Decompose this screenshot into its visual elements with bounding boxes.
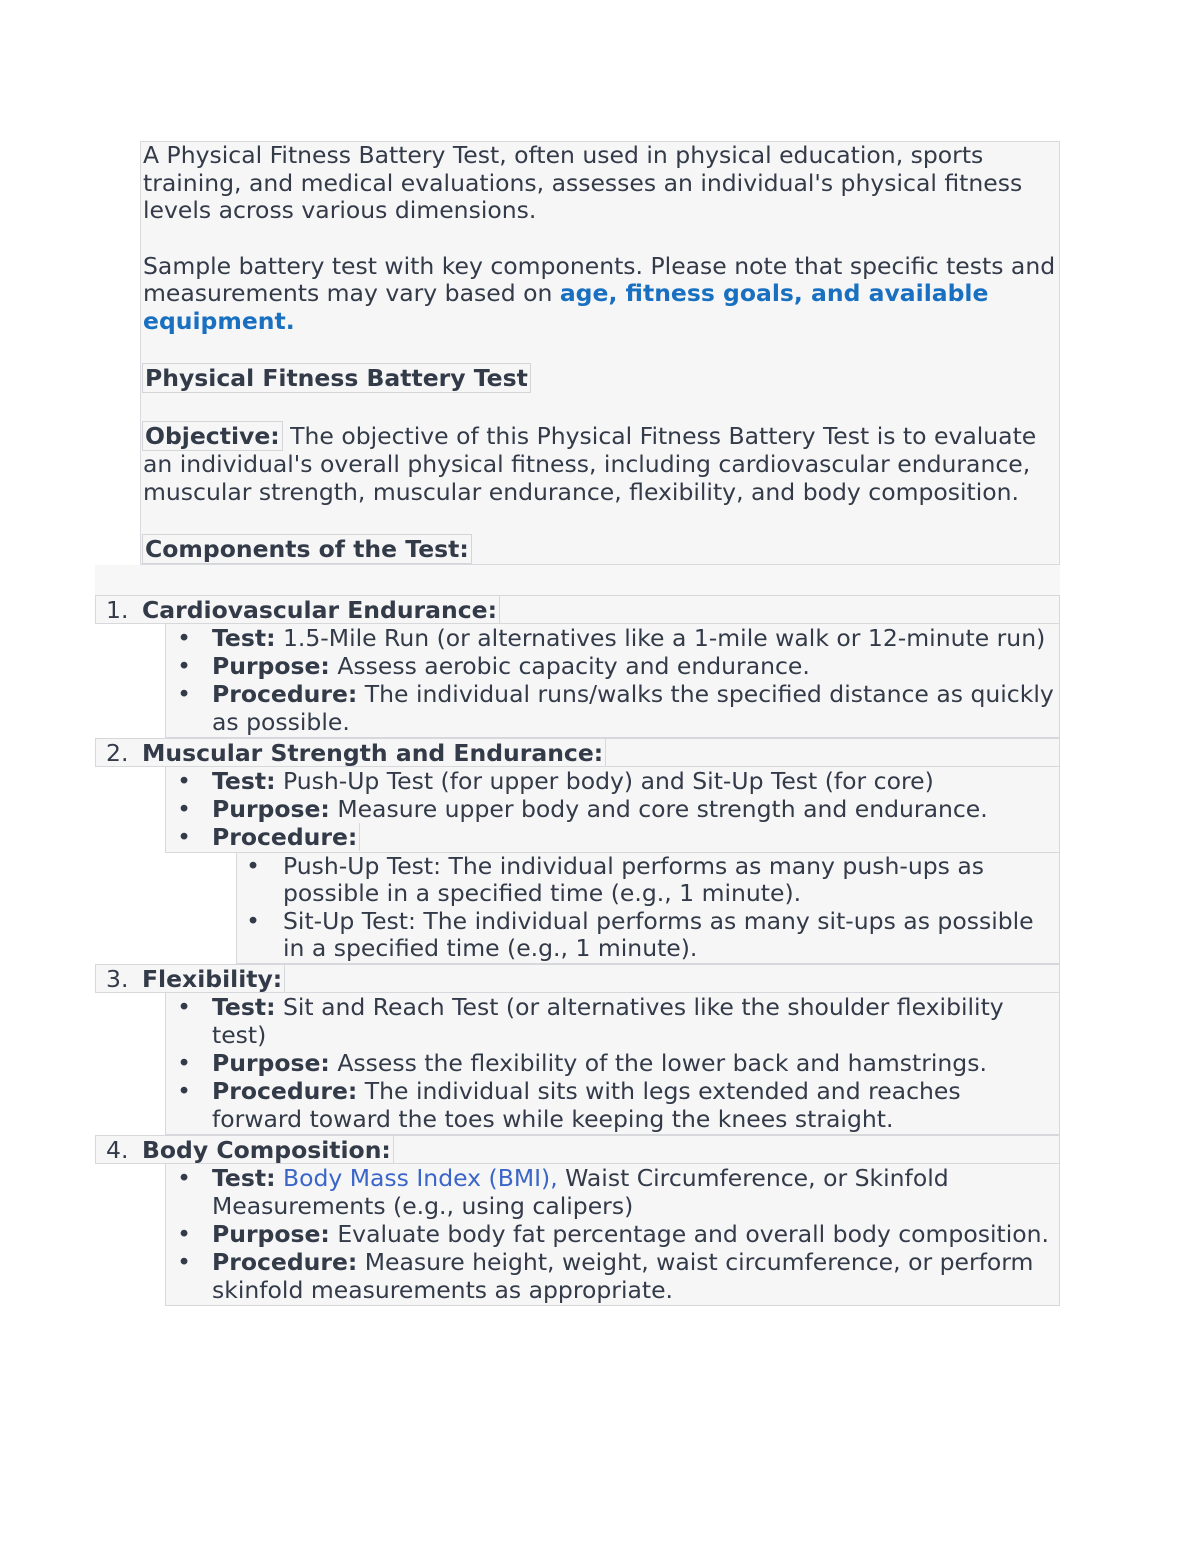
section-4-details: [165, 1164, 1060, 1306]
doc-heading: Physical Fitness Battery Test: [142, 363, 531, 393]
section-number: 1.: [106, 596, 129, 624]
list-item: Purpose: Assess the flexibility of the lower back and hamstrings.: [212, 1049, 987, 1077]
list-item: Purpose: Measure upper body and core strength and endurance.: [212, 795, 988, 823]
objective-text: The objective of this Physical Fitness Battery Test is to evaluate an individual's overall physical fitness, including cardiovascular endurance, muscular strength, muscular endurance, flexibility, and body composition.: [143, 422, 1037, 506]
section-2-subdetails: [236, 853, 1060, 964]
bullet-icon: •: [177, 680, 191, 708]
section-3-details: [165, 993, 1060, 1135]
section-1-details: [165, 624, 1060, 738]
list-item: Push-Up Test: The individual performs as many push-ups as possible in a specified time (e.g., 1 minute).: [283, 852, 985, 907]
section-title: Flexibility:: [142, 965, 285, 993]
list-item: Sit-Up Test: The individual performs as many sit-ups as possible in a specified time (e.g., 1 minute).: [283, 907, 1034, 962]
list-item: Test: Push-Up Test (for upper body) and Sit-Up Test (for core): [212, 767, 934, 795]
sample-paragraph: [143, 253, 1057, 336]
bullet-icon: •: [246, 852, 260, 880]
list-item: Procedure: The individual runs/walks the specified distance as quickly as possible.: [212, 680, 1054, 736]
bullet-icon: •: [246, 907, 260, 935]
list-item: Purpose: Assess aerobic capacity and endurance.: [212, 652, 810, 680]
bullet-icon: •: [177, 1049, 191, 1077]
section-title: Cardiovascular Endurance:: [142, 596, 500, 624]
list-item: Procedure: The individual sits with legs extended and reaches forward toward the toes while keeping the knees straight.: [212, 1077, 961, 1133]
list-item: Procedure:: [212, 823, 1057, 851]
spacer-strip: [95, 565, 1060, 595]
bullet-icon: •: [177, 823, 191, 851]
section-number: 4.: [106, 1136, 129, 1164]
bullet-icon: •: [177, 795, 191, 823]
bullet-icon: •: [177, 1220, 191, 1248]
intro-block: [140, 141, 1060, 565]
bullet-icon: •: [177, 767, 191, 795]
section-title: Muscular Strength and Endurance:: [142, 739, 606, 767]
bullet-icon: •: [177, 652, 191, 680]
bullet-icon: •: [177, 1248, 191, 1276]
bullet-icon: •: [177, 1164, 191, 1192]
list-item: Test: Sit and Reach Test (or alternatives like the shoulder flexibility test): [212, 993, 1004, 1049]
bullet-icon: •: [177, 993, 191, 1021]
intro-paragraph: A Physical Fitness Battery Test, often used in physical education, sports training, and medical evaluations, assesses an individual's physical fitness levels across various dimensions.: [143, 141, 1023, 224]
section-flexibility: [95, 964, 1060, 993]
section-cardiovascular: [95, 595, 1060, 624]
sample-text: Sample battery test with key components. Please note that specific tests and measurements may vary based on: [143, 251, 1056, 307]
section-title: Body Composition:: [142, 1136, 394, 1164]
bullet-icon: •: [177, 1077, 191, 1105]
section-2-details: [165, 767, 1060, 853]
list-item: Test: 1.5-Mile Run (or alternatives like a 1-mile walk or 12-minute run): [212, 624, 1046, 652]
section-muscular: [95, 738, 1060, 767]
components-heading: Components of the Test:: [142, 534, 472, 564]
section-number: 3.: [106, 965, 129, 993]
objective-paragraph: [143, 421, 1057, 506]
bmi-link[interactable]: Body Mass Index (BMI),: [282, 1164, 558, 1192]
list-item: Purpose: Evaluate body fat percentage and overall body composition.: [212, 1220, 1049, 1248]
bullet-icon: •: [177, 624, 191, 652]
section-body-composition: [95, 1135, 1060, 1164]
list-item: Procedure: Measure height, weight, waist circumference, or perform skinfold measurements as appropriate.: [212, 1248, 1034, 1304]
highlight-text: age, fitness goals, and available equipment.: [143, 279, 989, 335]
section-number: 2.: [106, 739, 129, 767]
objective-label: Objective:: [142, 421, 283, 451]
list-item: Test: Body Mass Index (BMI), Waist Circumference, or Skinfold Measurements (e.g., using calipers): [212, 1164, 949, 1220]
